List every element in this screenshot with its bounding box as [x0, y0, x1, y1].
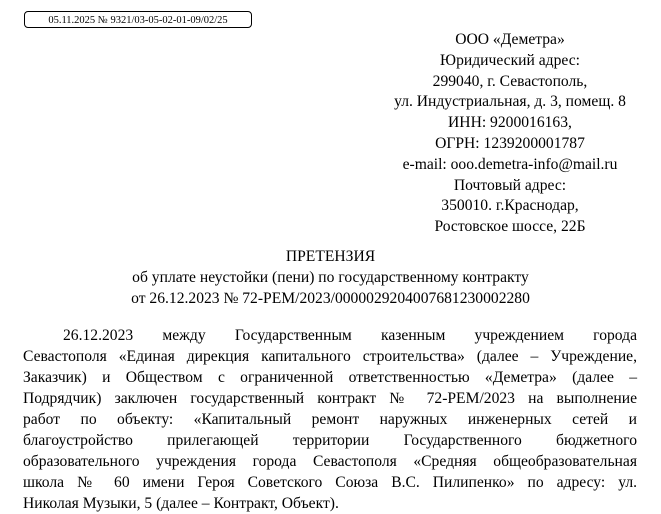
body-line: школа № 60 имени Героя Советского Союза В.С. Пилипенко» по адресу: ул.	[23, 474, 637, 491]
body-line: образовательного учреждения города Севастополя «Средняя общеобразовательная	[23, 453, 637, 470]
body-line: 26.12.2023 между Государственным казенным учреждением города	[63, 327, 637, 344]
addressee-postal-address-label: Почтовый адрес:	[453, 176, 567, 194]
body-line: благоустройство прилегающей территории Государственного бюджетного	[23, 432, 637, 449]
body-line: Севастополя «Единая дирекция капитального строительства» (далее – Учреждение,	[23, 348, 637, 365]
body-line: работ по объекту: «Капитальный ремонт наружных инженерных сетей и	[23, 411, 637, 428]
addressee-legal-address-city: 299040, г. Севастополь,	[432, 72, 588, 90]
registration-number: 05.11.2025 № 9321/03-05-02-01-09/02/25	[48, 15, 228, 26]
document-title-block	[0, 247, 661, 309]
addressee-email: e-mail: ooo.demetra-info@mail.ru	[402, 155, 618, 173]
addressee-inn: ИНН: 9200016163,	[448, 114, 572, 132]
addressee-ogrn: ОГРН: 1239200001787	[435, 134, 585, 152]
body-line: Николая Музыки, 5 (далее – Контракт, Объект).	[23, 495, 339, 512]
document-subtitle-line-1: об уплате неустойки (пени) по государственному контракту	[132, 268, 529, 286]
body-line: Заказчик) и Обществом с ограниченной ответственностью «Деметра» (далее –	[23, 369, 637, 386]
addressee-postal-address-city: 350010. г.Краснодар,	[441, 197, 579, 215]
registration-stamp	[24, 11, 252, 28]
addressee-postal-address-street: Ростовское шоссе, 22Б	[434, 218, 586, 236]
body-line: Подрядчик) заключен государственный контракт № 72-РЕМ/2023 на выполнение	[23, 390, 637, 407]
addressee-block	[360, 30, 660, 238]
document-heading: ПРЕТЕНЗИЯ	[285, 248, 376, 265]
document-subtitle-line-2: от 26.12.2023 № 72-РЕМ/2023/0000029204007681230002280	[131, 289, 530, 307]
addressee-legal-address-street: ул. Индустриальная, д. 3, помещ. 8	[394, 93, 626, 111]
document-body	[23, 325, 637, 514]
addressee-legal-address-label: Юридический адрес:	[440, 51, 580, 69]
addressee-company: ООО «Деметра»	[455, 31, 565, 48]
